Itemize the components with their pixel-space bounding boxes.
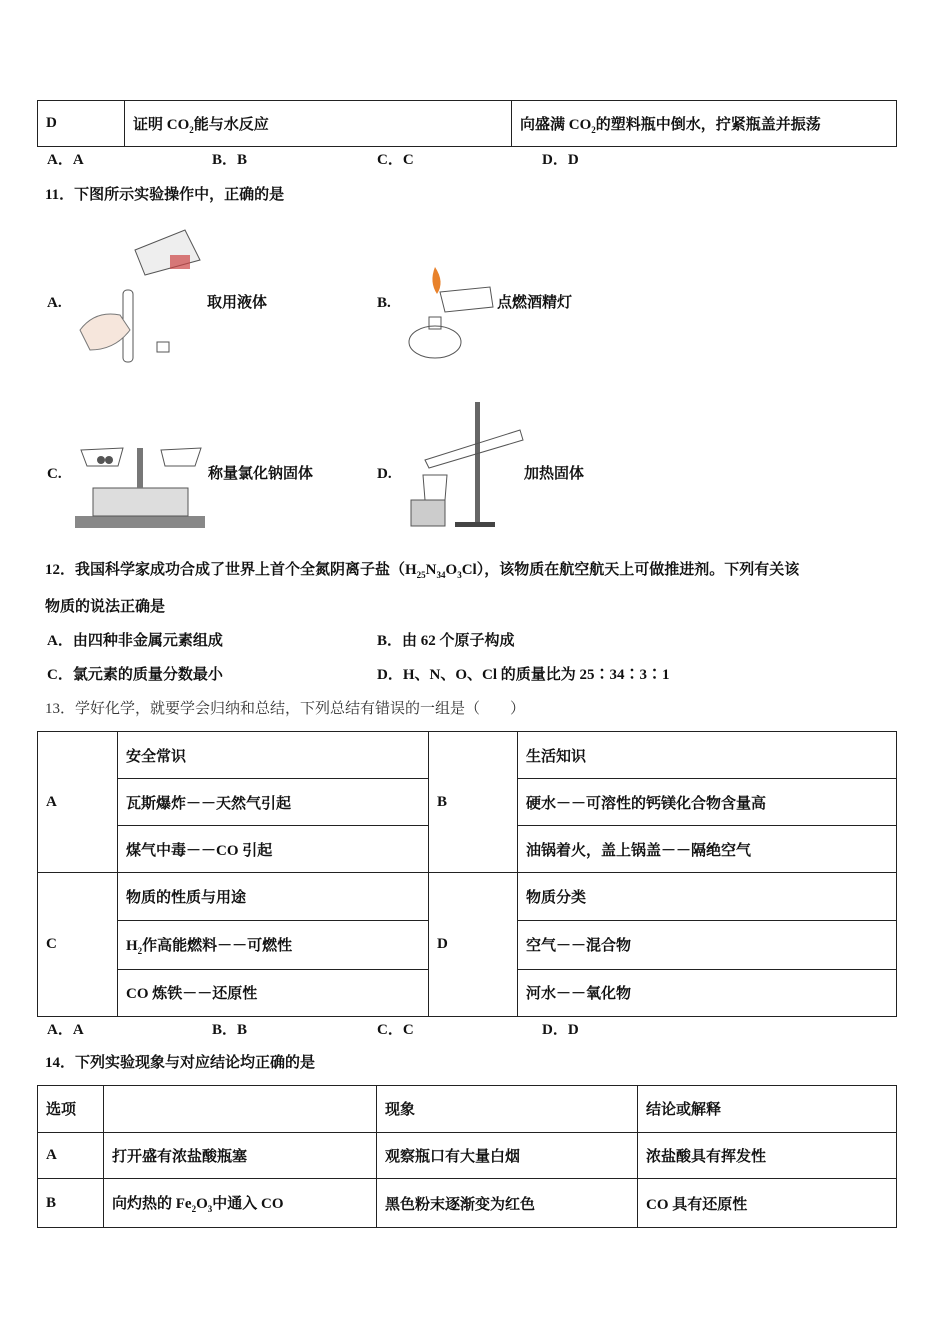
subscript: 2 — [137, 945, 143, 956]
cell: 打开盛有浓盐酸瓶塞 — [104, 1132, 377, 1179]
table-row — [38, 873, 897, 920]
heating-solid-illustration — [405, 400, 525, 530]
option-a[interactable]: A．A — [47, 152, 84, 168]
q11-option-d-caption: 加热固体 — [524, 466, 585, 482]
text: 12．我国科学家成功合成了世界上首个全氮阴离子盐（H — [45, 562, 417, 578]
option-b[interactable]: B．B — [212, 152, 248, 168]
q12-option-c[interactable]: C．氯元素的质量分数最小 — [47, 667, 223, 683]
cell: A — [38, 1132, 104, 1179]
pouring-liquid-illustration — [75, 220, 210, 365]
cell-label: D — [429, 873, 518, 1017]
header-cell: 现象 — [377, 1086, 638, 1133]
q11-option-d-letter[interactable]: D. — [377, 466, 392, 482]
option-c[interactable]: C．C — [377, 152, 414, 168]
table-row — [38, 732, 897, 779]
table-row — [38, 101, 897, 147]
q12-option-d[interactable]: D．H、N、O、Cl 的质量比为 25∶34∶3∶1 — [377, 667, 670, 683]
cell: 观察瓶口有大量白烟 — [377, 1132, 638, 1179]
q13-option-a[interactable]: A．A — [47, 1022, 84, 1038]
table-row — [38, 1132, 897, 1179]
header-cell — [104, 1086, 377, 1133]
cell: CO 具有还原性 — [638, 1179, 897, 1228]
q13-option-d[interactable]: D．D — [542, 1022, 579, 1038]
cell: B — [38, 1179, 104, 1228]
cell-method — [512, 101, 897, 147]
cell — [118, 920, 429, 969]
cell-purpose — [125, 101, 512, 147]
cell-label: D — [38, 101, 125, 147]
q12-option-a[interactable]: A．由四种非金属元素组成 — [47, 633, 223, 649]
q10-table-tail — [37, 100, 897, 147]
subscript: 25 — [416, 570, 426, 580]
header-cell: 选项 — [38, 1086, 104, 1133]
cell: 物质分类 — [518, 873, 897, 920]
q11-option-c-letter[interactable]: C. — [47, 466, 62, 482]
cell: 浓盐酸具有挥发性 — [638, 1132, 897, 1179]
q12-stem-line2: 物质的说法正确是 — [45, 599, 166, 615]
cell: 瓦斯爆炸－－天然气引起 — [118, 779, 429, 826]
cell: 安全常识 — [118, 732, 429, 779]
subscript: 3 — [207, 1204, 213, 1215]
option-d[interactable]: D．D — [542, 152, 579, 168]
cell: 煤气中毒－－CO 引起 — [118, 826, 429, 873]
text: O — [445, 562, 458, 578]
q14-table — [37, 1085, 897, 1228]
cell: 生活知识 — [518, 732, 897, 779]
text: N — [425, 562, 437, 578]
text: O — [196, 1196, 208, 1213]
cell-label: A — [38, 732, 118, 873]
text: 能与水反应 — [193, 116, 269, 133]
cell-label: B — [429, 732, 518, 873]
text: 中通入 CO — [212, 1196, 284, 1213]
q11-option-a-caption: 取用液体 — [207, 295, 268, 311]
cell: 黑色粉末逐渐变为红色 — [377, 1179, 638, 1228]
text: 作高能燃料－－可燃性 — [142, 937, 293, 954]
cell: CO 炼铁－－还原性 — [118, 969, 429, 1016]
header-cell: 结论或解释 — [638, 1086, 897, 1133]
subscript: 2 — [189, 124, 194, 135]
balance-weighing-illustration — [73, 438, 208, 530]
q11-option-c-caption: 称量氯化钠固体 — [208, 466, 314, 482]
cell: 硬水－－可溶性的钙镁化合物含量高 — [518, 779, 897, 826]
subscript: 2 — [191, 1204, 197, 1215]
q11-option-b-caption: 点燃酒精灯 — [497, 295, 573, 311]
cell: 空气－－混合物 — [518, 920, 897, 969]
q13-option-b[interactable]: B．B — [212, 1022, 248, 1038]
text: Cl），该物质在航空航天上可做推进剂。下列有关该 — [461, 562, 800, 578]
cell: 物质的性质与用途 — [118, 873, 429, 920]
cell: 油锅着火，盖上锅盖－－隔绝空气 — [518, 826, 897, 873]
text: 向盛满 CO — [520, 116, 592, 133]
q11-option-a-letter[interactable]: A. — [47, 295, 62, 311]
q12-stem-line1 — [45, 561, 799, 584]
subscript: 34 — [436, 570, 446, 580]
q11-option-b-letter[interactable]: B. — [377, 295, 391, 311]
text: 向灼热的 Fe — [112, 1196, 192, 1213]
q13-option-c[interactable]: C．C — [377, 1022, 414, 1038]
subscript: 2 — [591, 124, 596, 135]
cell — [104, 1179, 377, 1228]
lighting-alcohol-lamp-illustration — [405, 262, 497, 366]
subscript: 3 — [457, 570, 462, 580]
q14-stem: 14．下列实验现象与对应结论均正确的是 — [45, 1055, 316, 1071]
q11-stem: 11．下图所示实验操作中，正确的是 — [45, 187, 285, 203]
q13-table — [37, 731, 897, 1017]
cell-label: C — [38, 873, 118, 1017]
table-header-row — [38, 1086, 897, 1133]
text: H — [126, 937, 138, 954]
q12-option-b[interactable]: B．由 62 个原子构成 — [377, 633, 515, 649]
table-row — [38, 1179, 897, 1228]
text: 证明 CO — [133, 116, 190, 133]
cell: 河水－－氧化物 — [518, 969, 897, 1016]
q13-stem: 13．学好化学，就要学会归纳和总结，下列总结有错误的一组是（ ） — [45, 701, 526, 717]
text: 的塑料瓶中倒水，拧紧瓶盖并振荡 — [595, 116, 821, 133]
